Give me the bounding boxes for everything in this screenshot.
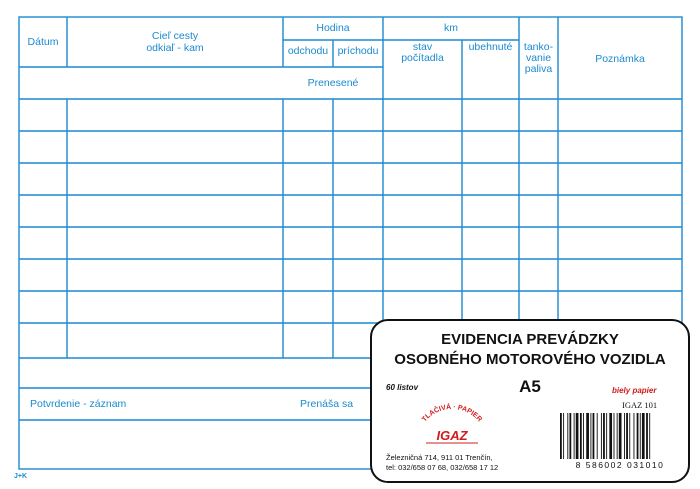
- barcode: [558, 413, 682, 461]
- barcode-bar: [593, 413, 595, 459]
- barcode-bar: [576, 413, 579, 459]
- barcode-bar: [624, 413, 625, 459]
- barcode-bar: [617, 413, 618, 459]
- potvrdenie-label: Potvrdenie - záznam: [30, 398, 127, 410]
- barcode-bar: [649, 413, 650, 459]
- barcode-bar: [583, 413, 584, 459]
- header-prichodu: príchodu: [337, 45, 379, 57]
- barcode-bar: [609, 413, 612, 459]
- barcode-bar: [614, 413, 615, 459]
- jk-mark: J+K: [14, 473, 28, 480]
- barcode-bar: [619, 413, 622, 459]
- cover-label: [370, 319, 690, 483]
- header-stav-line1: stav: [412, 41, 433, 53]
- cover-size: A5: [519, 377, 541, 396]
- barcode-bar: [563, 413, 564, 459]
- cover-paper: biely papier: [612, 386, 657, 395]
- barcode-bar: [567, 413, 568, 459]
- barcode-bar: [590, 413, 591, 459]
- barcode-bar: [586, 413, 589, 459]
- barcode-bar: [640, 413, 641, 459]
- header-odchodu: odchodu: [287, 45, 329, 57]
- barcode-bar: [560, 413, 562, 459]
- cover-code: IGAZ 101: [622, 400, 658, 410]
- cover-phone: tel: 032/658 07 68, 032/658 17 12: [386, 463, 499, 472]
- header-datum: Dátum: [27, 36, 59, 48]
- header-tank-line3: paliva: [524, 63, 553, 75]
- header-tank-line2: vanie: [525, 52, 552, 64]
- barcode-bar: [606, 413, 607, 459]
- header-tank-line1: tanko-: [523, 41, 554, 53]
- header-stav-line2: počítadla: [401, 52, 444, 64]
- prenesene-label: Prenesené: [307, 77, 359, 89]
- barcode-bar: [569, 413, 571, 459]
- barcode-bar: [574, 413, 575, 459]
- barcode-bar: [642, 413, 645, 459]
- barcode-bar: [634, 413, 635, 459]
- header-ciel-line2: odkiaľ - kam: [146, 42, 204, 54]
- header-km: km: [444, 22, 458, 34]
- header-ciel-line1: Cieľ cesty: [151, 30, 199, 42]
- barcode-bar: [646, 413, 648, 459]
- barcode-bar: [597, 413, 598, 459]
- header-poznamka: Poznámka: [595, 53, 645, 65]
- barcode-bar: [601, 413, 602, 459]
- cover-count: 60 listov: [386, 383, 419, 392]
- barcode-bar: [603, 413, 605, 459]
- header-ubehnute: ubehnuté: [468, 41, 513, 53]
- barcode-bar: [580, 413, 582, 459]
- barcode-bar: [626, 413, 628, 459]
- logo-arc-text: TLAČIVÁ · PAPIER: [421, 403, 483, 424]
- cover-title-line1: EVIDENCIA PREVÁDZKY: [441, 331, 619, 348]
- cover-title-line2: OSOBNÉHO MOTOROVÉHO VOZIDLA: [394, 351, 666, 368]
- prenasa-label: Prenáša sa: [300, 398, 354, 410]
- barcode-bar: [637, 413, 639, 459]
- barcode-bar: [629, 413, 630, 459]
- igaz-logo: [412, 403, 492, 451]
- logo-name: IGAZ: [436, 428, 468, 443]
- barcode-digits: 8 586002 031010: [575, 460, 665, 470]
- cover-address: Železničná 714, 911 01 Trenčín,: [386, 453, 493, 462]
- header-hodina: Hodina: [316, 22, 350, 34]
- svg-text:TLAČIVÁ · PAPIER: [421, 403, 483, 423]
